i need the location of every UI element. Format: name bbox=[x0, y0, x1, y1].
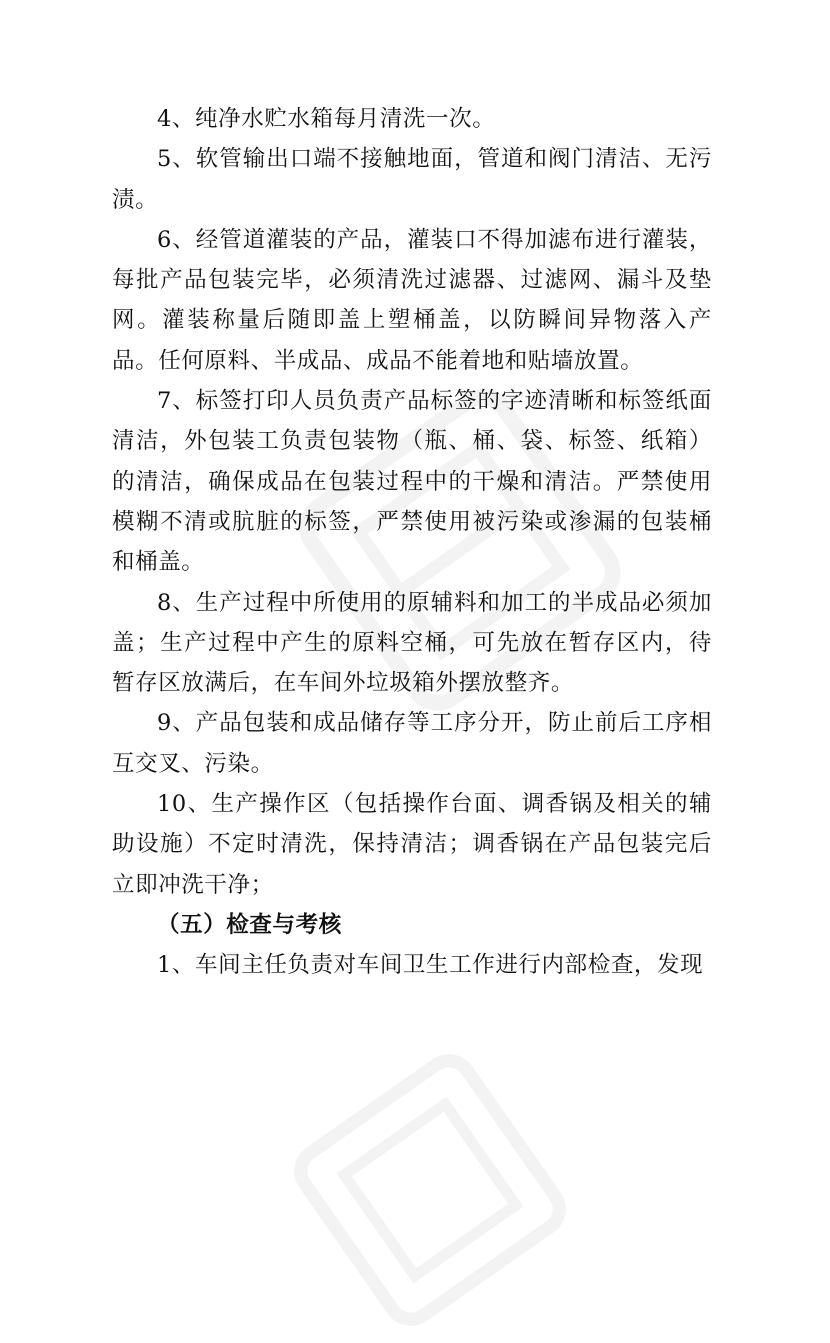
paragraph-item-8: 8、生产过程中所使用的原辅料和加工的半成品必须加盖；生产过程中产生的原料空桶，可先放在暂存区内，待暂存区放满后，在车间外垃圾箱外摆放整齐。 bbox=[112, 589, 712, 697]
paragraph-item-10: 10、生产操作区（包括操作台面、调香锅及相关的辅助设施）不定时清洗，保持清洁；调香锅在产品包装完后立即冲洗干净； bbox=[112, 791, 712, 898]
watermark-logo-icon bbox=[277, 1037, 583, 1343]
paragraph-item-7: 7、标签打印人员负责产品标签的字迹清晰和标签纸面清洁，外包装工负责包装物（瓶、桶、袋、标签、纸箱）的清洁，确保成品在包装过程中的干燥和清洁。严禁使用模糊不清或肮脏的标签，严禁使用被污染或渗漏的包装桶和桶盖。 bbox=[112, 388, 712, 576]
paragraph-item-5: 5、软管输出口端不接触地面，管道和阀门清洁、无污渍。 bbox=[112, 146, 712, 213]
paragraph-item-9: 9、产品包装和成品储存等工序分开，防止前后工序相互交叉、污染。 bbox=[112, 710, 712, 777]
document-page bbox=[112, 99, 712, 986]
paragraph-item-inspection-1: 1、车间主任负责对车间卫生工作进行内部检查，发现 bbox=[157, 952, 704, 979]
paragraph-item-6: 6、经管道灌装的产品，灌装口不得加滤布进行灌装，每批产品包装完毕，必须清洗过滤器、过滤网、漏斗及垫网。灌装称量后随即盖上塑桶盖，以防瞬间异物落入产品。任何原料、半成品、成品不能着地和贴墙放置。 bbox=[112, 226, 712, 374]
section-heading: （五）检查与考核 bbox=[157, 911, 342, 938]
paragraph-item-4: 4、纯净水贮水箱每月清洗一次。 bbox=[157, 106, 496, 132]
